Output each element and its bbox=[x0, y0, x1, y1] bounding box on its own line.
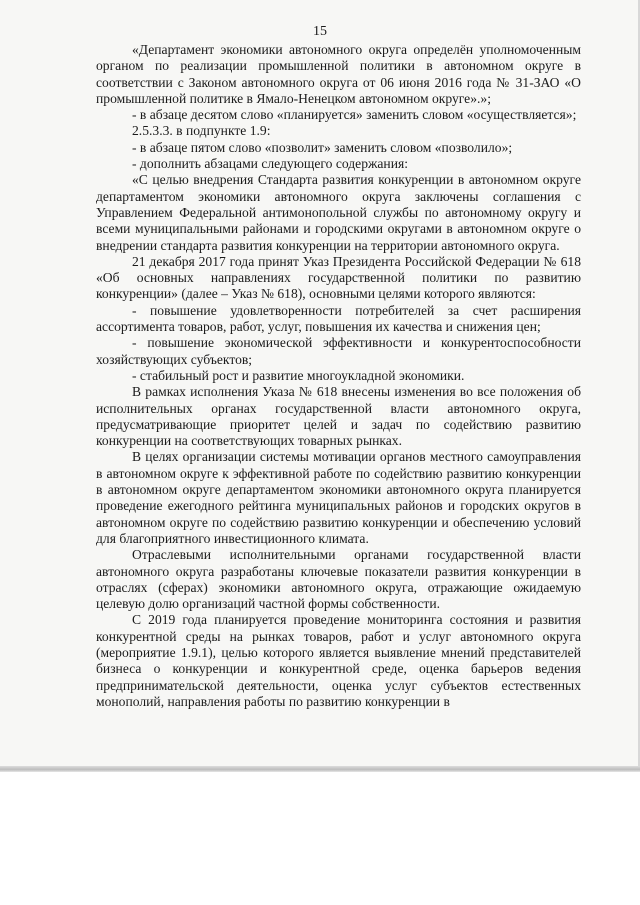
paragraph: - дополнить абзацами следующего содержания: bbox=[132, 156, 409, 172]
page-number: 15 bbox=[313, 24, 327, 39]
paragraph: 21 декабря 2017 года принят Указ Президента Российской Федерации № 618 «Об основных направлениях государственной политики по развитию конкуренции» (далее – Указ № 618), основными целями которого являются: bbox=[96, 253, 581, 302]
paragraph: - повышение удовлетворенности потребителей за счет расширения ассортимента товаров, работ, услуг, повышения их качества и снижения цен; bbox=[96, 302, 581, 335]
body-text bbox=[96, 42, 581, 710]
paragraph: Отраслевыми исполнительными органами государственной власти автономного округа разработаны ключевые показатели развития конкуренции в отраслях (сферах) экономики автономного округа, отражающие ожидаемую целевую долю организаций частной формы собственности. bbox=[96, 547, 581, 612]
paragraph: - повышение экономической эффективности и конкурентоспособности хозяйствующих субъектов; bbox=[96, 335, 581, 367]
paragraph: «Департамент экономики автономного округа определён уполномоченным органом по реализации промышленной политики в автономном округе в соответствии с Законом автономного округа от 06 июня 2016 года № 31-ЗАО «О промышленной политике в Ямало-Ненецком автономном округе».»; bbox=[96, 42, 581, 106]
paragraph: В целях организации системы мотивации органов местного самоуправления в автономном округе к эффективной работе по содействию развитию конкуренции в автономном округе департаментом экономики автономного округа планируется проведение ежегодного рейтинга муниципальных районов и городских округов в автономном округе по содействию развитию конкуренции и обеспечению условий для благоприятного инвестиционного климата. bbox=[96, 449, 581, 546]
paragraph: - в абзаце десятом слово «планируется» заменить словом «осуществляется»; bbox=[132, 107, 577, 123]
paragraph: С 2019 года планируется проведение мониторинга состояния и развития конкурентной среды на рынках товаров, работ и услуг автономного округа (мероприятие 1.9.1), целью которого является выявление мнений представителей бизнеса о конкуренции и конкурентной среде, оценка барьеров ведения предпринимательской деятельности, оценка услуг субъектов естественных монополий, направления работы по развитию конкуренции в bbox=[96, 612, 581, 709]
paragraph: В рамках исполнения Указа № 618 внесены изменения во все положения об исполнительных органах государственной власти автономного округа, предусматривающие приоритет целей и задач по содействию развитию конкуренции на соответствующих товарных рынках. bbox=[96, 384, 581, 449]
paragraph: «С целью внедрения Стандарта развития конкуренции в автономном округе департаментом экономики автономного округа заключены соглашения с Управлением Федеральной антимонопольной службы по автономному округу и всеми муниципальными районами и городскими округами в автономном округе о внедрении стандарта развития конкуренции на территории автономного округа. bbox=[96, 172, 581, 253]
paragraph: 2.5.3.3. в подпункте 1.9: bbox=[132, 123, 271, 139]
paragraph: - в абзаце пятом слово «позволит» заменить словом «позволило»; bbox=[132, 139, 513, 155]
paragraph: - стабильный рост и развитие многоукладной экономики. bbox=[132, 367, 465, 383]
scan-edge bbox=[0, 766, 640, 772]
